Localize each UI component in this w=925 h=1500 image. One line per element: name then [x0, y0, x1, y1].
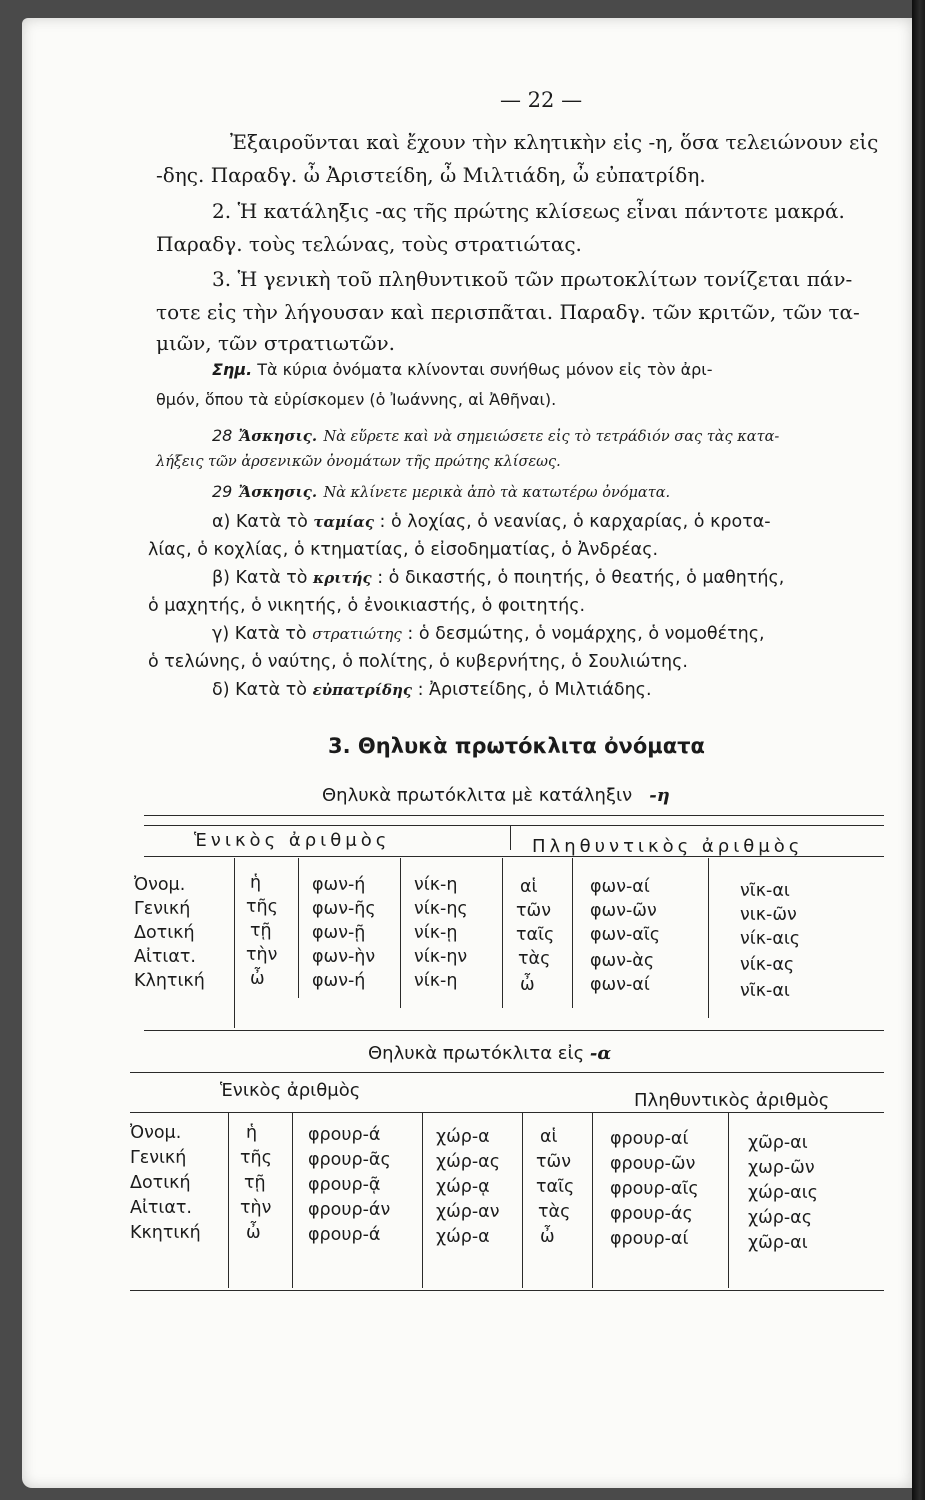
t1-case: Αἰτιατ.: [134, 947, 196, 967]
t1-case: Γενική: [134, 899, 191, 919]
table1-header-divider: [510, 826, 511, 850]
exercise-item-d: [212, 678, 652, 702]
t1-sg-word2: νίκ-η: [414, 971, 458, 991]
table2-ending: -α: [589, 1043, 612, 1064]
t2-sg-word1: φρουρ-ᾶς: [308, 1150, 391, 1170]
t1-pl-word2: νικ-ῶν: [740, 905, 797, 925]
table2-col-sep: [592, 1112, 593, 1288]
item-c-model: στρατιώτης: [312, 625, 402, 643]
t2-pl-word1: φρουρ-αί: [610, 1129, 689, 1149]
item-a-rest: : ὁ λοχίας, ὁ νεανίας, ὁ καρχαρίας, ὁ κροτα-: [379, 512, 771, 532]
t2-sg-article: ὦ: [246, 1223, 261, 1243]
t1-sg-article: τῇ: [250, 921, 272, 941]
exercise-29-number: 29: [212, 482, 233, 501]
item-b-lead: β) Κατὰ τὸ: [212, 568, 308, 588]
t1-case: Ὀνομ.: [134, 875, 186, 895]
table2-caption: [368, 1042, 611, 1066]
t1-pl-word1: φων-ὰς: [590, 951, 655, 971]
intro-line-1: Ἐξαιροῦνται καὶ ἔχουν τὴν κλητικὴν εἰς -η, ὅσα τελειώνουν εἰς: [230, 130, 879, 154]
table1-caption: [322, 784, 670, 808]
t2-pl-word1: φρουρ-άς: [610, 1204, 693, 1224]
t1-pl-word1: φων-αῖς: [590, 925, 661, 945]
t1-pl-article: αἱ: [520, 877, 538, 897]
t2-pl-article: ὦ: [540, 1227, 555, 1247]
t1-case: Κλητική: [134, 971, 205, 991]
item-d-model: εὐπατρίδης: [312, 681, 412, 699]
item-b-rest: : ὁ δικαστής, ὁ ποιητής, ὁ θεατής, ὁ μαθητής,: [377, 568, 785, 588]
t2-case: Ὀνομ.: [130, 1123, 182, 1143]
table2-col-sep: [728, 1112, 729, 1288]
t1-sg-article: ὦ: [250, 969, 265, 989]
t1-sg-word2: νίκ-ῃ: [414, 923, 458, 943]
t1-case: Δοτική: [134, 923, 195, 943]
t2-sg-article: ἡ: [246, 1123, 258, 1143]
table1-col-sep: [298, 858, 299, 998]
t1-sg-word1: φων-ῆς: [312, 899, 376, 919]
note-line-1: [212, 358, 712, 382]
table1-col-sep: [572, 858, 573, 1008]
t2-pl-word1: φρουρ-ῶν: [610, 1154, 696, 1174]
t1-sg-word1: φων-ή: [312, 971, 366, 991]
table1-top-rule: [144, 815, 884, 816]
t2-sg-article: τῇ: [244, 1173, 266, 1193]
item-a-lead: α) Κατὰ τὸ: [212, 512, 308, 532]
intro-line-3: 2. Ἡ κατάληξις -ας τῆς πρώτης κλίσεως εἶναι πάντοτε μακρά.: [212, 199, 845, 223]
table1-ending: -η: [649, 785, 670, 806]
t2-sg-article: τῆς: [240, 1148, 272, 1168]
table2-caption-text: Θηλυκὰ πρωτόκλιτα εἰς: [368, 1043, 585, 1064]
table1-col-sep: [708, 858, 709, 1018]
table1-col-sep: [502, 858, 503, 1008]
t2-case: Γενική: [130, 1148, 187, 1168]
t2-case: Δοτική: [130, 1173, 191, 1193]
table1-singular-header: Ἑνικὸς ἀριθμὸς: [194, 830, 391, 851]
exercise-28-line-2: λήξεις τῶν ἀρσενικῶν ὀνομάτων τῆς πρώτης κλίσεως.: [156, 454, 561, 470]
note-text-1: Τὰ κύρια ὀνόματα κλίνονται συνήθως μόνον εἰς τὸν ἀρι-: [257, 360, 713, 379]
table1-col-sep: [234, 858, 235, 1028]
exercise-29-line: [212, 478, 670, 505]
exercise-28-number: 28: [212, 426, 233, 445]
t1-pl-word2: νίκ-ας: [740, 955, 795, 975]
t1-pl-article: τῶν: [516, 901, 551, 921]
table1-top-rule-2: [144, 825, 884, 826]
t2-pl-word2: χώρ-αις: [748, 1183, 818, 1203]
t1-sg-article: τῆς: [246, 897, 278, 917]
t2-sg-word1: φρουρ-ά: [308, 1125, 381, 1145]
exercise-28-text-1: Νὰ εὕρετε καὶ νὰ σημειώσετε εἰς τὸ τετράδιόν σας τὰς κατα-: [323, 429, 780, 445]
t2-pl-word1: φρουρ-αῖς: [610, 1179, 699, 1199]
table1-caption-text: Θηλυκὰ πρωτόκλιτα μὲ κατάληξιν: [322, 785, 633, 806]
exercise-item-c: [212, 622, 765, 646]
t1-pl-article: τὰς: [518, 949, 551, 969]
exercise-item-b: [212, 566, 784, 590]
table2-top-rule: [130, 1072, 884, 1073]
exercise-28-label: Ἄσκησις.: [238, 427, 318, 445]
table1-header-rule: [144, 856, 884, 857]
exercise-item-a-cont: λίας, ὁ κοχλίας, ὁ κτηματίας, ὁ εἰσοδηματίας, ὁ Ἀνδρέας.: [148, 540, 659, 560]
item-c-lead: γ) Κατὰ τὸ: [212, 624, 307, 644]
item-b-model: κριτής: [313, 569, 372, 587]
t2-pl-word2: χωρ-ῶν: [748, 1158, 815, 1178]
item-d-lead: δ) Κατὰ τὸ: [212, 680, 307, 700]
t2-pl-word2: χῶρ-αι: [748, 1133, 808, 1153]
t2-sg-word1: φρουρ-ά: [308, 1225, 381, 1245]
t2-sg-word2: χώρ-α: [436, 1227, 490, 1247]
page-right-edge: [912, 0, 925, 1500]
page-number: — 22 —: [500, 88, 583, 112]
t1-sg-word1: φων-ῇ: [312, 923, 366, 943]
t1-sg-word2: νίκ-η: [414, 875, 458, 895]
t2-pl-article: αἱ: [540, 1127, 558, 1147]
t1-sg-article: τὴν: [246, 945, 278, 965]
t1-sg-word2: νίκ-ης: [414, 899, 468, 919]
table2-col-sep: [292, 1112, 293, 1288]
exercise-29-text: Νὰ κλίνετε μερικὰ ἀπὸ τὰ κατωτέρω ὀνόματα.: [323, 485, 671, 501]
item-d-rest: : Ἀριστείδης, ὁ Μιλτιάδης.: [417, 680, 652, 700]
t2-sg-word2: χώρ-ᾳ: [436, 1177, 490, 1197]
intro-line-2: -δης. Παραδγ. ὦ Ἀριστείδη, ὦ Μιλτιάδη, ὦ εὐπατρίδη.: [156, 163, 706, 187]
table2-col-sep: [422, 1112, 423, 1288]
t2-sg-word1: φρουρ-άν: [308, 1200, 391, 1220]
t2-pl-word2: χώρ-ας: [748, 1208, 812, 1228]
t1-pl-article: ταῖς: [516, 925, 555, 945]
t2-sg-word2: χώρ-ας: [436, 1152, 500, 1172]
t2-pl-word2: χῶρ-αι: [748, 1233, 808, 1253]
table2-singular-header: Ἑνικὸς ἀριθμὸς: [220, 1080, 361, 1101]
intro-line-5: 3. Ἡ γενικὴ τοῦ πληθυντικοῦ τῶν πρωτοκλίτων τονίζεται πάν-: [212, 267, 853, 291]
exercise-item-a: [212, 510, 771, 534]
t2-pl-article: τῶν: [536, 1152, 571, 1172]
t1-sg-word1: φων-ή: [312, 875, 366, 895]
note-label: Σημ.: [212, 360, 253, 379]
t2-pl-word1: φρουρ-αί: [610, 1229, 689, 1249]
table1-plural-header: Πληθυντικὸς ἀριθμὸς: [532, 836, 804, 857]
table1-col-sep: [400, 858, 401, 1008]
t1-pl-word1: φων-ῶν: [590, 901, 657, 921]
t2-case: Αἰτιατ.: [130, 1198, 192, 1218]
exercise-29-label: Ἄσκησις.: [238, 483, 318, 501]
t1-sg-article: ἡ: [250, 873, 262, 893]
t1-pl-article: ὦ: [520, 975, 535, 995]
section-title: 3. Θηλυκὰ πρωτόκλιτα ὀνόματα: [328, 734, 705, 758]
intro-line-6: τοτε εἰς τὴν λήγουσαν καὶ περισπᾶται. Παραδγ. τῶν κριτῶν, τῶν τα-: [156, 300, 860, 324]
item-a-model: ταμίας: [313, 513, 374, 531]
table2-bottom-rule: [130, 1290, 884, 1291]
book-page: [22, 18, 912, 1488]
t2-pl-article: τὰς: [538, 1202, 571, 1222]
t2-pl-article: ταῖς: [536, 1177, 575, 1197]
t1-pl-word1: φων-αί: [590, 975, 650, 995]
table2-col-sep: [228, 1112, 229, 1288]
t2-sg-word2: χώρ-αν: [436, 1202, 500, 1222]
intro-line-7: μιῶν, τῶν στρατιωτῶν.: [156, 331, 395, 355]
t1-sg-word1: φων-ὴν: [312, 947, 376, 967]
exercise-item-b-cont: ὁ μαχητής, ὁ νικητής, ὁ ἐνοικιαστής, ὁ φοιτητής.: [148, 596, 586, 616]
t2-sg-word1: φρουρ-ᾷ: [308, 1175, 381, 1195]
t1-pl-word2: νῖκ-αι: [740, 981, 790, 1001]
t2-sg-word2: χώρ-α: [436, 1127, 490, 1147]
t1-pl-word1: φων-αί: [590, 877, 650, 897]
intro-line-4: Παραδγ. τοὺς τελώνας, τοὺς στρατιώτας.: [156, 232, 582, 256]
note-line-2: θμόν, ὅπου τὰ εὑρίσκομεν (ὁ Ἰωάννης, αἱ Ἀθῆναι).: [156, 390, 557, 409]
table2-col-sep: [522, 1112, 523, 1288]
table2-plural-header: Πληθυντικὸς ἀριθμὸς: [634, 1090, 830, 1111]
item-c-rest: : ὁ δεσμώτης, ὁ νομάρχης, ὁ νομοθέτης,: [407, 624, 765, 644]
exercise-item-c-cont: ὁ τελώνης, ὁ ναύτης, ὁ πολίτης, ὁ κυβερνήτης, ὁ Σουλιώτης.: [148, 652, 688, 672]
t1-pl-word2: νίκ-αις: [740, 929, 801, 949]
t1-pl-word2: νῖκ-αι: [740, 881, 790, 901]
exercise-28-line-1: [212, 422, 779, 449]
t2-case: Κκητική: [130, 1223, 201, 1243]
t1-sg-word2: νίκ-ην: [414, 947, 468, 967]
t2-sg-article: τὴν: [240, 1198, 272, 1218]
table1-bottom-rule: [144, 1030, 884, 1031]
table2-header-rule: [130, 1112, 884, 1113]
